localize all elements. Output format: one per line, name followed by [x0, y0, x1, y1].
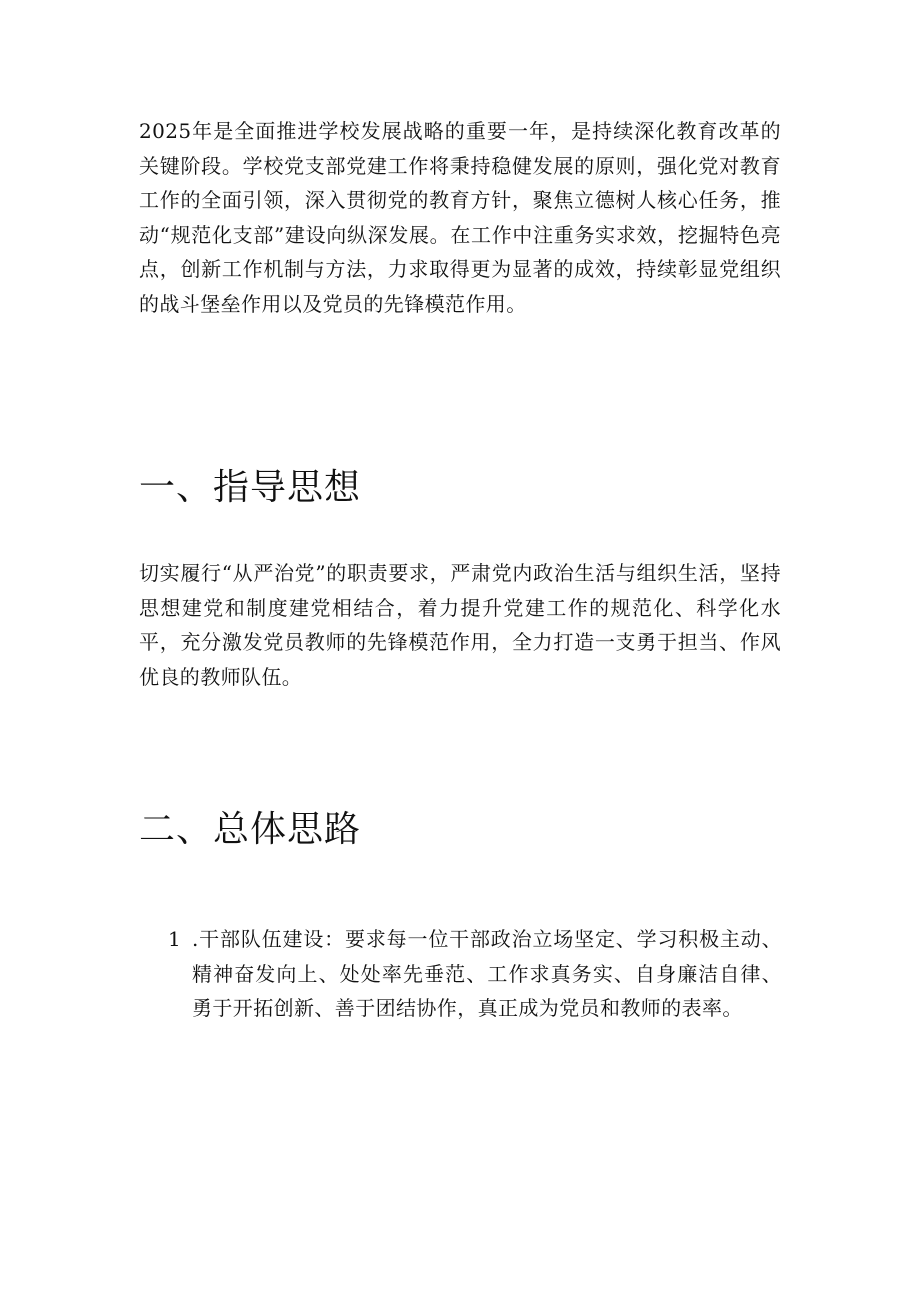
guiding-thought-paragraph: 切实履行“从严治党”的职责要求，严肃党内政治生活与组织生活，坚持思想建党和制度建党相结合，着力提升党建工作的规范化、科学化水平，充分激发党员教师的先锋模范作用，全力打造一支勇于担当、作风优良的教师队伍。: [139, 561, 781, 689]
list-item-number: 1: [168, 927, 182, 951]
intro-paragraph: 2025年是全面推进学校发展战略的重要一年，是持续深化教育改革的关键阶段。学校党支部党建工作将秉持稳健发展的原则，强化党对教育工作的全面引领，深入贯彻党的教育方针，聚焦立德树人核心任务，推动“规范化支部”建设向纵深发展。在工作中注重务实求效，挖掘特色亮点，创新工作机制与方法，力求取得更为显著的成效，持续彰显党组织的战斗堡垒作用以及党员的先锋模范作用。: [139, 119, 781, 316]
list-item-text: .干部队伍建设：要求每一位干部政治立场坚定、学习积极主动、精神奋发向上、处处率先垂范、工作求真务实、自身廉洁自律、勇于开拓创新、善于团结协作，真正成为党员和教师的表率。: [192, 927, 782, 1020]
section-heading-guiding-thought: 一、指导思想: [139, 467, 362, 508]
section-heading-overall-approach: 二、总体思路: [139, 809, 362, 850]
